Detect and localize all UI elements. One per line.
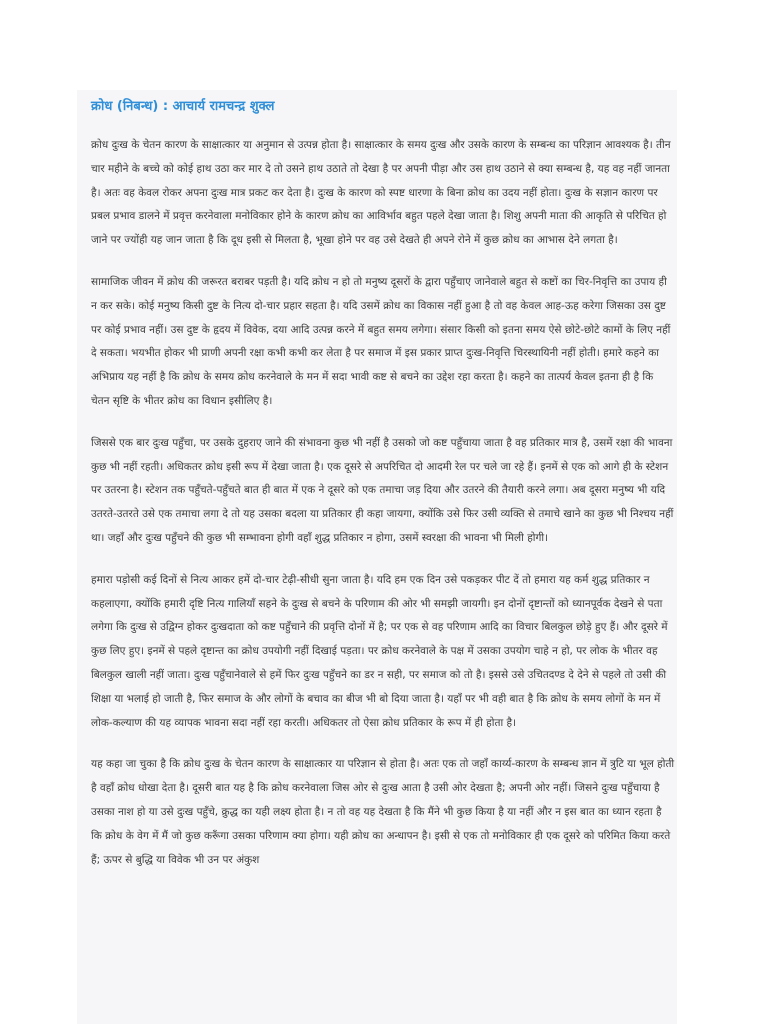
paragraph-1: क्रोध दुःख के चेतन कारण के साक्षात्कार या अनुमान से उत्पन्न होता है। साक्षात्कार के समय दुःख और उसके कारण के सम्बन्ध का परिज्ञान आवश्यक है। तीन चार महीने के बच्चे को कोई हाथ उठा कर मार दे तो उसने हाथ उठाते तो देखा है पर अपनी पीड़ा और उस हाथ उठाने से क्या सम्बन्ध है, यह वह नहीं जानता है। अतः वह केवल रोकर अपना दुःख मात्र प्रकट कर देता है। दुःख के कारण को स्पष्ट धारणा के बिना क्रोध का उदय नहीं होता। दुःख के सज्ञान कारण पर प्रबल प्रभाव डालने में प्रवृत्त करनेवाला मनोविकार होने के कारण क्रोध का आविर्भाव बहुत पहले देखा जाता है। शिशु अपनी माता की आकृति से परिचित हो जाने पर ज्योंही यह जान जाता है कि दूध इसी से मिलता है, भूखा होने पर वह उसे देखते ही अपने रोने में कुछ क्रोध का आभास देने लगता है। xyxy=(91,139,671,247)
paragraph-5: यह कहा जा चुका है कि क्रोध दुःख के चेतन कारण के साक्षात्कार या परिज्ञान से होता है। अतः एक तो जहाँ कार्य्य-कारण के सम्बन्ध ज्ञान में त्रुटि या भूल होती है वहाँ क्रोध धोखा देता है। दूसरी बात यह है कि क्रोध करनेवाला जिस ओर से दुःख आता है उसी ओर देखता है; अपनी ओर नहीं। जिसने दुःख पहुँचाया है उसका नाश हो या उसे दुःख पहुँचे, क्रुद्ध का यही लक्ष्य होता है। न तो वह यह देखता है कि मैंने भी कुछ किया है या नहीं और न इस बात का ध्यान रहता है कि क्रोध के वेग में मैं जो कुछ करूँगा उसका परिणाम क्या होगा। यही क्रोध का अन्धापन है। इसी से एक तो मनोविकार ही एक दूसरे को परिमित किया करते हैं; ऊपर से बुद्धि या विवेक भी उन पर अंकुश xyxy=(91,758,675,866)
paragraph-2: सामाजिक जीवन में क्रोध की जरूरत बराबर पड़ती है। यदि क्रोध न हो तो मनुष्य दूसरों के द्वारा पहुँचाए जानेवाले बहुत से कष्टों का चिर-निवृत्ति का उपाय ही न कर सके। कोई मनुष्य किसी दुष्ट के नित्य दो-चार प्रहार सहता है। यदि उसमें क्रोध का विकास नहीं हुआ है तो वह केवल आह-ऊह करेगा जिसका उस दुष्ट पर कोई प्रभाव नहीं। उस दुष्ट के हृदय में विवेक, दया आदि उत्पन्न करने में बहुत समय लगेगा। संसार किसी को इतना समय ऐसे छोटे-छोटे कामों के लिए नहीं दे सकता। भयभीत होकर भी प्राणी अपनी रक्षा कभी कभी कर लेता है पर समाज में इस प्रकार प्राप्त दुःख-निवृत्ति चिरस्थायिनी नहीं होती। हमारे कहने का अभिप्राय यह नहीं है कि क्रोध के समय क्रोध करनेवाले के मन में सदा भावी कष्ट से बचने का उद्देश रहा करता है। कहने का तात्पर्य केवल इतना ही है कि चेतन सृष्टि के भीतर क्रोध का विधान इसीलिए है। xyxy=(91,275,671,407)
paragraph-3: जिससे एक बार दुःख पहुँचा, पर उसके दुहराए जाने की संभावना कुछ भी नहीं है उसको जो कष्ट पहुँचाया जाता है वह प्रतिकार मात्र है, उसमें रक्षा की भावना कुछ भी नहीं रहती। अधिकतर क्रोध इसी रूप में देखा जाता है। एक दूसरे से अपरिचित दो आदमी रेल पर चले जा रहे हैं। इनमें से एक को आगे ही के स्टेशन पर उतरना है। स्टेशन तक पहुँचते-पहुँचते बात ही बात में एक ने दूसरे को एक तमाचा जड़ दिया और उतरने की तैयारी करने लगा। अब दूसरा मनुष्य भी यदि उतरते-उतरते उसे एक तमाचा लगा दे तो यह उसका बदला या प्रतिकार ही कहा जायगा, क्योंकि उसे फिर उसी व्यक्ति से तमाचे खाने का कुछ भी निश्चय नहीं था। जहाँ और दुःख पहुँचने की कुछ भी सम्भावना होगी वहाँ शुद्ध प्रतिकार न होगा, उसमें स्वरक्षा की भावना भी मिली होगी। xyxy=(91,436,674,544)
article xyxy=(91,96,675,890)
paragraph-4: हमारा पड़ोसी कई दिनों से नित्य आकर हमें दो-चार टेढ़ी-सीधी सुना जाता है। यदि हम एक दिन उसे पकड़कर पीट दें तो हमारा यह कर्म शुद्ध प्रतिकार न कहलाएगा, क्योंकि हमारी दृष्टि नित्य गालियाँ सहने के दुःख से बचने के परिणाम की ओर भी समझी जायगी। इन दोनों दृष्टान्तों को ध्यानपूर्वक देखने से पता लगेगा कि दुःख से उद्विग्न होकर दुःखदाता को कष्ट पहुँचाने की प्रवृत्ति दोनों में है; पर एक से वह परिणाम आदि का विचार बिलकुल छोड़े हुए हैं। और दूसरे में कुछ लिए हुए। इनमें से पहले दृष्टान्त का क्रोध उपयोगी नहीं दिखाई पड़ता। पर क्रोध करनेवाले के पक्ष में उसका उपयोग चाहे न हो, पर लोक के भीतर वह बिलकुल खाली नहीं जाता। दुःख पहुँचानेवाले से हमें फिर दुःख पहुँचने का डर न सही, पर समाज को तो है। इससे उसे उचितदण्ड दे देने से पहले तो उसी की शिक्षा या भलाई हो जाती है, फिर समाज के और लोगों के बचाव का बीज भी बो दिया जाता है। यहाँ पर भी वही बात है कि क्रोध के समय लोगों के मन में लोक-कल्याण की यह व्यापक भावना सदा नहीं रहा करती। अधिकतर तो ऐसा क्रोध प्रतिकार के रूप में ही होता है। xyxy=(91,573,668,729)
article-title[interactable]: क्रोध (निबन्ध) : आचार्य रामचन्द्र शुक्ल xyxy=(91,99,275,114)
